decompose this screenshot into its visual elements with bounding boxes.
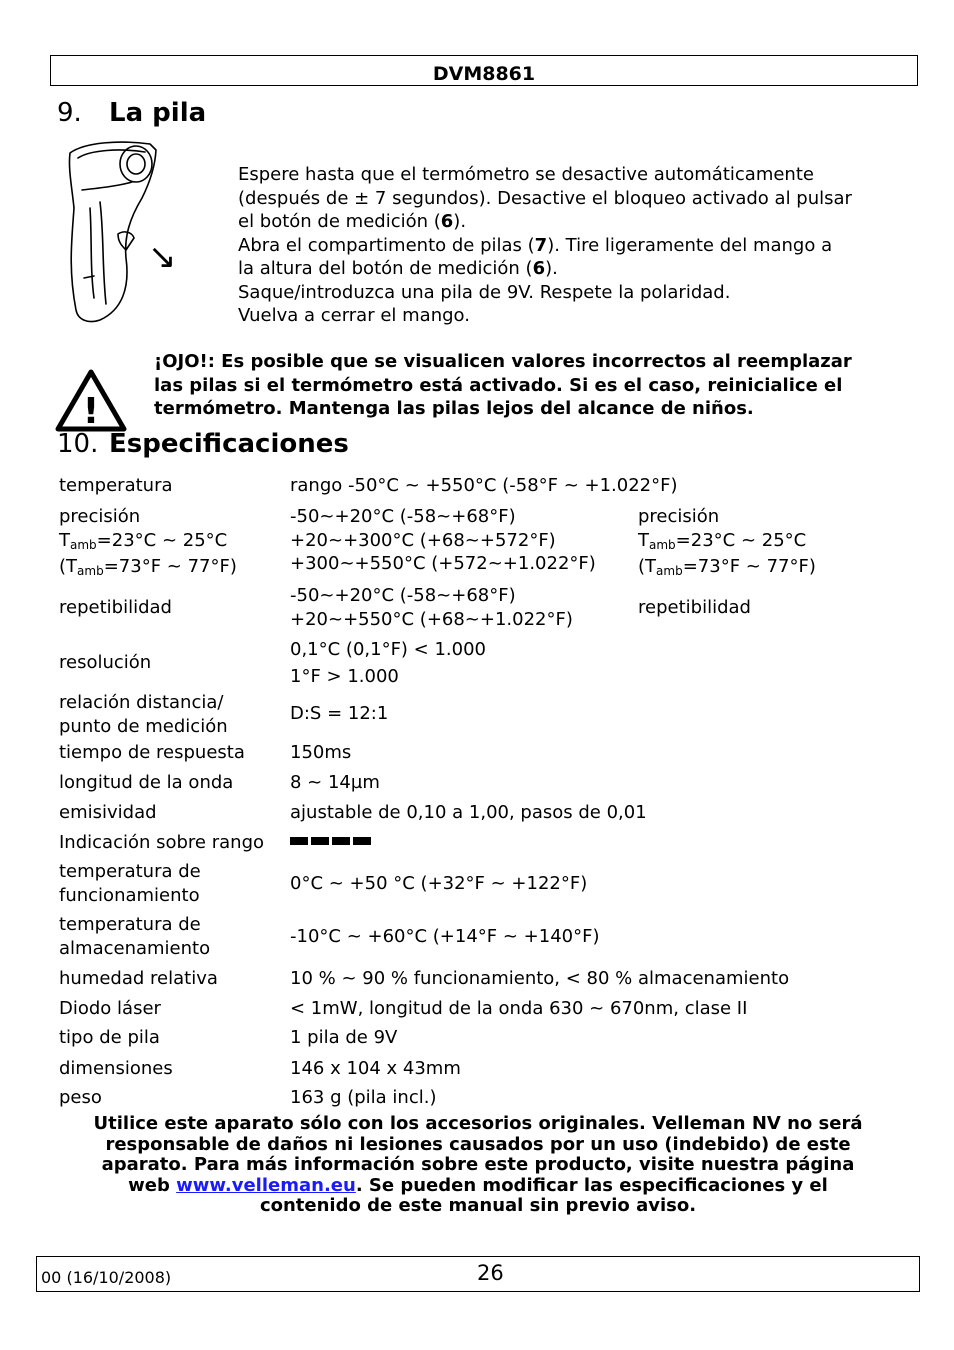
spec-value: 10 % ~ 90 % funcionamiento, < 80 % almacenamiento [290, 968, 790, 989]
instruction-line: el botón de medición (6). [238, 211, 467, 232]
spec-extra: precisión $T_{amb}=23^\circ C$ ~ 25°C ($T_{amb}=73^\circ F$ ~ 77°F) [638, 506, 816, 578]
spec-label: resolución [59, 652, 152, 673]
spec-label: tipo de pila [59, 1027, 160, 1048]
spec-value: 0,1°C (0,1°F) < 1.000 1°F > 1.000 [290, 639, 486, 687]
spec-label: repetibilidad [59, 597, 172, 618]
document-header [50, 55, 918, 86]
spec-label: emisividad [59, 802, 157, 823]
spec-label: longitud de la onda [59, 772, 234, 793]
section-title-battery [57, 98, 206, 128]
spec-label: dimensiones [59, 1058, 173, 1079]
instruction-line: Vuelva a cerrar el mango. [238, 305, 470, 326]
warning-line: termómetro. Mantenga las pilas lejos del alcance de niños. [154, 398, 754, 419]
spec-label: peso [59, 1087, 102, 1108]
version-date: 00 (16/10/2008) [41, 1268, 172, 1287]
velleman-link[interactable]: www.velleman.eu [176, 1174, 356, 1196]
spec-label: precisión $T_{amb}=23^\circ C$ ~ 25°C ($T_{amb}=73^\circ F$ ~ 77°F) [59, 506, 237, 578]
warning-text [154, 350, 852, 421]
spec-value: D:S = 12:1 [290, 703, 389, 724]
spec-value: rango -50°C ~ +550°C (-58°F ~ +1.022°F) [290, 475, 678, 496]
spec-value: -10°C ~ +60°C (+14°F ~ +140°F) [290, 926, 600, 947]
warning-triangle-icon [55, 368, 127, 432]
spec-value: 0°C ~ +50 °C (+32°F ~ +122°F) [290, 873, 588, 894]
spec-value: ajustable de 0,10 a 1,00, pasos de 0,01 [290, 802, 647, 823]
document-footer [36, 1256, 920, 1292]
section-number: 9. [57, 98, 82, 128]
spec-value: -50~+20°C (-58~+68°F) +20~+300°C (+68~+572°F) +300~+550°C (+572~+1.022°F) [290, 506, 596, 574]
spec-label: tiempo de respuesta [59, 742, 245, 763]
spec-value: 146 x 104 x 43mm [290, 1058, 461, 1079]
instruction-line: (después de ± 7 segundos). Desactive el bloqueo activado al pulsar [238, 187, 852, 209]
model-name: DVM8861 [432, 63, 536, 85]
overrange-dashes-icon [290, 829, 374, 853]
instruction-line: la altura del botón de medición (6). [238, 258, 558, 279]
spec-label: temperatura de funcionamiento [59, 861, 201, 906]
spec-label: relación distancia/ punto de medición [59, 692, 228, 737]
arrow-icon: ↘ [148, 237, 177, 277]
spec-value: 8 ~ 14µm [290, 772, 380, 793]
spec-label: temperatura de almacenamiento [59, 914, 211, 959]
spec-label: Diodo láser [59, 998, 161, 1019]
section-heading: La pila [109, 98, 207, 128]
instruction-line: Abra el compartimento de pilas (7). Tire ligeramente del mango a [238, 234, 833, 256]
thermometer-illustration-icon [60, 138, 190, 324]
spec-label: temperatura [59, 475, 173, 496]
page-number: 26 [477, 1261, 504, 1285]
spec-value: 1 pila de 9V [290, 1027, 398, 1048]
spec-value: 163 g (pila incl.) [290, 1087, 437, 1108]
battery-instructions [238, 163, 852, 328]
section-title-specs [57, 429, 349, 459]
section-number: 10. [57, 429, 99, 459]
warning-line: ¡OJO!: Es posible que se visualicen valores incorrectos al reemplazar [154, 351, 852, 372]
instruction-line: Espere hasta que el termómetro se desactive automáticamente [238, 164, 814, 185]
spec-extra: repetibilidad [638, 597, 751, 618]
spec-label: humedad relativa [59, 968, 218, 989]
spec-value: 150ms [290, 742, 352, 763]
spec-label: Indicación sobre rango [59, 832, 265, 853]
spec-value: -50~+20°C (-58~+68°F) +20~+550°C (+68~+1.022°F) [290, 585, 573, 630]
instruction-line: Saque/introduzca una pila de 9V. Respete la polaridad. [238, 281, 731, 303]
disclaimer-note: Utilice este aparato sólo con los accesorios originales. Velleman NV no será responsable de daños ni lesiones causados por un uso (indebido) de este aparato. Para más información sobre este producto, visite nuestra página web www.velleman.eu. Se pueden modificar las especificaciones y el contenido de este manual sin previo aviso. [93, 1113, 863, 1216]
section-heading: Especificaciones [109, 429, 349, 459]
warning-line: las pilas si el termómetro está activado. Si es el caso, reinicialice el [154, 374, 843, 396]
warning-mark: ! [82, 391, 100, 432]
spec-value: < 1mW, longitud de la onda 630 ~ 670nm, clase II [290, 998, 748, 1019]
